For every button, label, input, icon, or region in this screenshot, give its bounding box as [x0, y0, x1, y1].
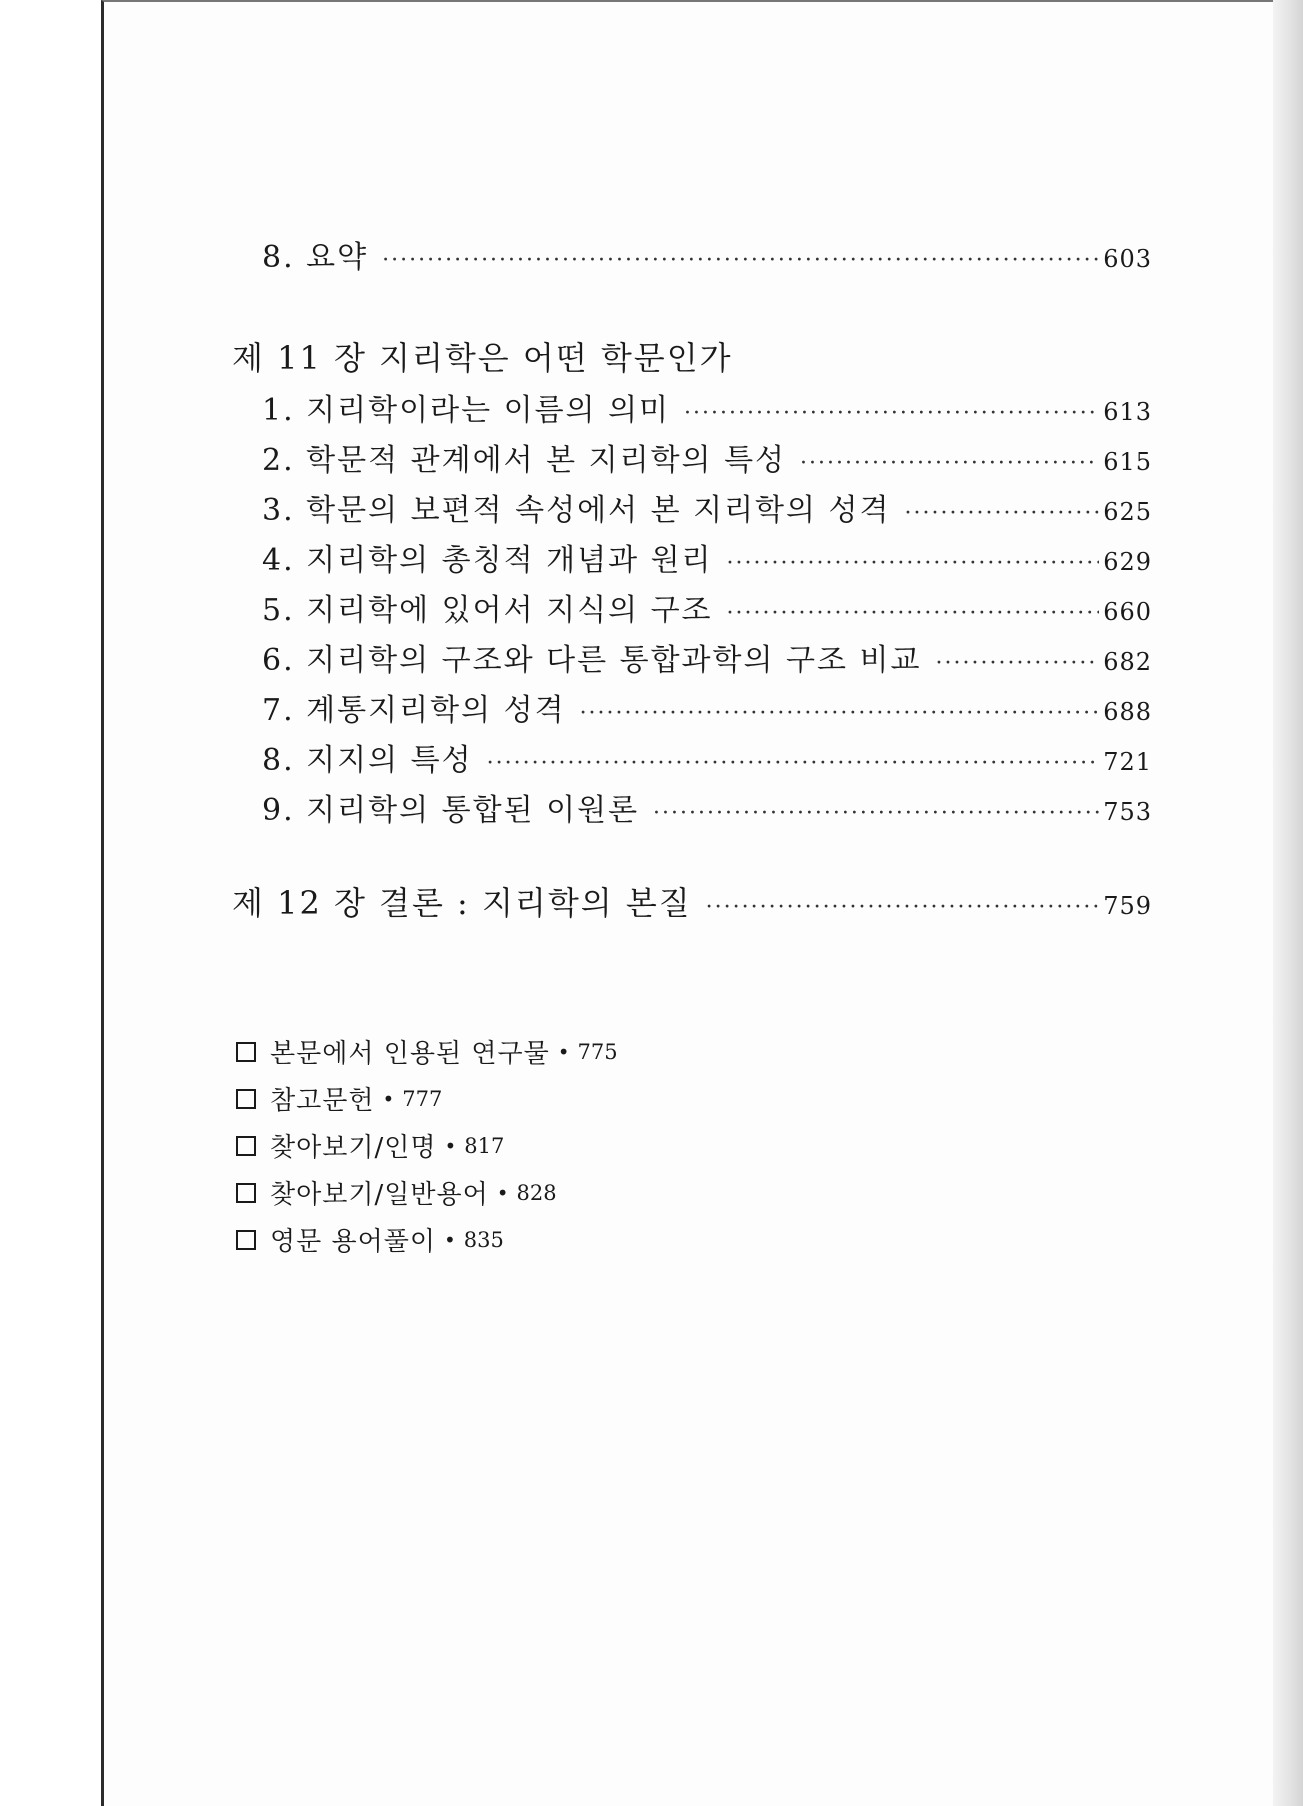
- dot-leader: [800, 451, 1099, 476]
- toc-entry[interactable]: [262, 232, 1152, 276]
- toc-entry-title: 2. 학문적 관계에서 본 지리학의 특성: [262, 443, 787, 478]
- appendix-label: 영문 용어풀이: [270, 1227, 436, 1257]
- checkbox-square-icon: [236, 1042, 256, 1062]
- bullet: •: [557, 1039, 570, 1064]
- toc-entry-title: 9. 지리학의 통합된 이원론: [262, 793, 640, 828]
- bullet: •: [444, 1133, 457, 1158]
- appendix-item[interactable]: [236, 1221, 504, 1258]
- toc-entry[interactable]: [262, 735, 1152, 779]
- toc-page-number: 682: [1103, 648, 1152, 676]
- bullet: •: [496, 1180, 509, 1205]
- appendix-page-number: 777: [402, 1086, 443, 1111]
- toc-page-number: 625: [1103, 498, 1152, 526]
- appendix-item[interactable]: [236, 1033, 618, 1070]
- appendix-label: 본문에서 인용된 연구물: [270, 1039, 550, 1069]
- toc-entry-title: 6. 지리학의 구조와 다른 통합과학의 구조 비교: [262, 643, 922, 678]
- page-edge-shadow: [1273, 0, 1303, 1806]
- toc-page-number: 721: [1103, 748, 1152, 776]
- dot-leader: [727, 551, 1100, 576]
- toc-page-number: 660: [1103, 598, 1152, 626]
- dot-leader: [905, 501, 1100, 526]
- dot-leader: [487, 751, 1100, 776]
- toc-entry-title: 7. 계통지리학의 성격: [262, 693, 566, 728]
- toc-entry[interactable]: [262, 635, 1152, 679]
- appendix-page-number: 828: [516, 1180, 557, 1205]
- toc-page-number: 629: [1103, 548, 1152, 576]
- toc-entry[interactable]: [262, 685, 1152, 729]
- toc-entry[interactable]: [262, 485, 1152, 529]
- appendix-item[interactable]: [236, 1174, 557, 1211]
- toc-page-number: 688: [1103, 698, 1152, 726]
- appendix-item[interactable]: [236, 1080, 442, 1117]
- bullet: •: [382, 1086, 395, 1111]
- chapter-11-heading: 제 11 장 지리학은 어떤 학문인가: [232, 339, 733, 377]
- toc-entry-title: 8. 요약: [262, 240, 369, 275]
- appendix-page-number: 835: [463, 1227, 504, 1252]
- dot-leader: [706, 895, 1100, 920]
- checkbox-square-icon: [236, 1136, 256, 1156]
- dot-leader: [684, 401, 1099, 426]
- dot-leader: [580, 701, 1100, 726]
- toc-page-number: 753: [1103, 798, 1152, 826]
- toc-entry[interactable]: [262, 435, 1152, 479]
- toc-entry-title: 4. 지리학의 총칭적 개념과 원리: [262, 543, 713, 578]
- appendix-page-number: 817: [464, 1133, 505, 1158]
- dot-leader: [653, 801, 1099, 826]
- toc-entry[interactable]: [262, 585, 1152, 629]
- dot-leader: [382, 248, 1099, 273]
- checkbox-square-icon: [236, 1089, 256, 1109]
- toc-entry-title: 1. 지리학이라는 이름의 의미: [262, 393, 671, 428]
- toc-entry[interactable]: [262, 535, 1152, 579]
- appendix-label: 찾아보기/인명: [270, 1133, 437, 1163]
- appendix-label: 참고문헌: [270, 1086, 375, 1116]
- toc-entry-title: 8. 지지의 특성: [262, 743, 473, 778]
- toc-page-number: 613: [1103, 398, 1152, 426]
- chapter-12-entry[interactable]: [232, 878, 1152, 924]
- toc-page-number: 615: [1103, 448, 1152, 476]
- toc-entry-title: 5. 지리학에 있어서 지식의 구조: [262, 593, 713, 628]
- checkbox-square-icon: [236, 1183, 256, 1203]
- chapter-12-title: 제 12 장 결론 : 지리학의 본질: [232, 884, 692, 922]
- appendix-item[interactable]: [236, 1127, 504, 1164]
- toc-entry[interactable]: [262, 385, 1152, 429]
- bullet: •: [443, 1227, 456, 1252]
- toc-page-number: 603: [1103, 245, 1152, 273]
- dot-leader: [727, 601, 1100, 626]
- toc-entry-title: 3. 학문의 보편적 속성에서 본 지리학의 성격: [262, 493, 891, 528]
- toc-entry[interactable]: [262, 785, 1152, 829]
- toc-page-number: 759: [1103, 892, 1152, 920]
- checkbox-square-icon: [236, 1230, 256, 1250]
- appendix-label: 찾아보기/일반용어: [270, 1180, 489, 1210]
- dot-leader: [936, 651, 1100, 676]
- appendix-page-number: 775: [577, 1039, 618, 1064]
